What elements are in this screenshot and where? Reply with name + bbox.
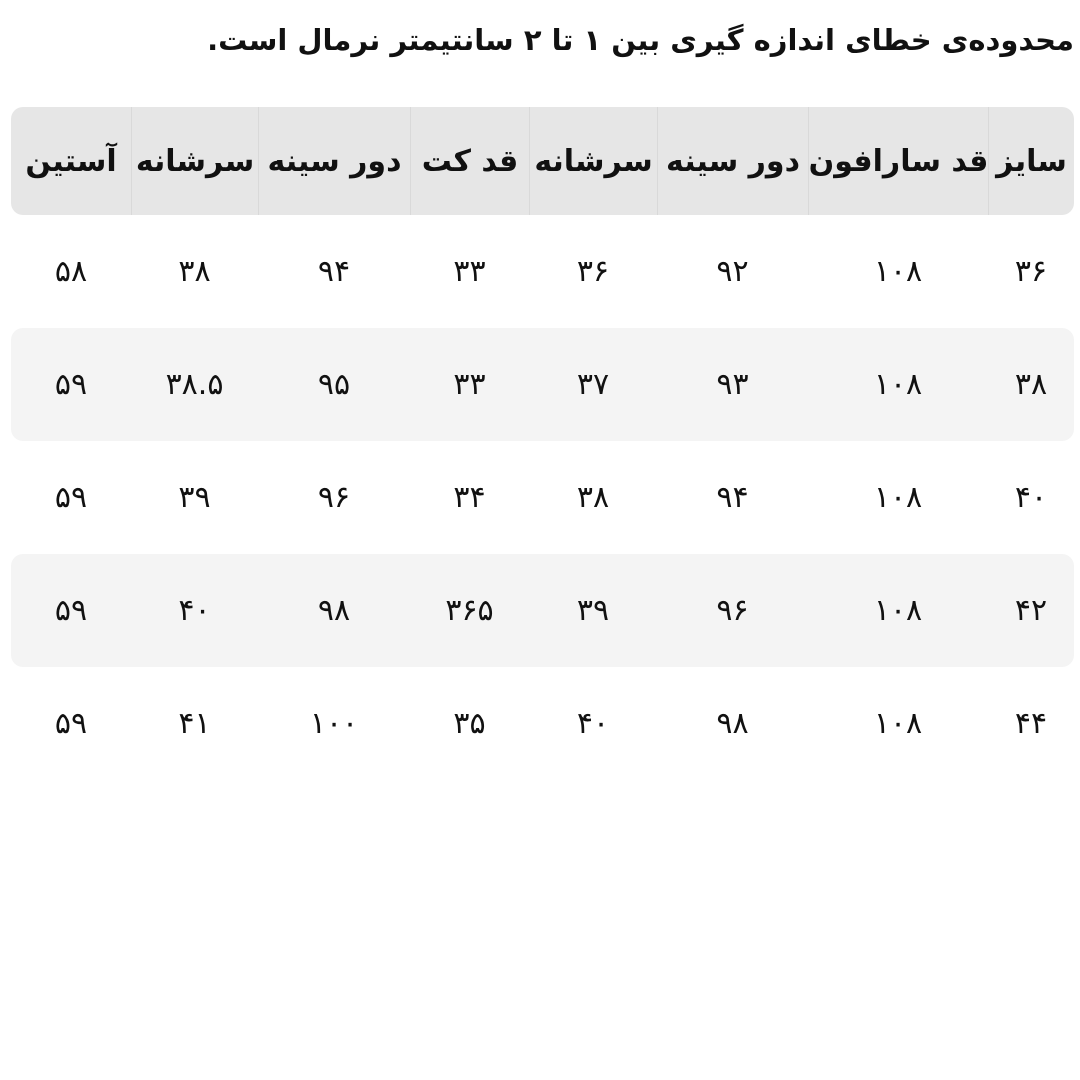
cell-jacket-length: ۳۶۵	[445, 593, 494, 628]
cell-sleeve: ۵۹	[54, 593, 88, 628]
cell-jacket-shoulder: ۴۱	[178, 706, 211, 741]
cell-jacket-shoulder: ۳۸.۵	[165, 367, 224, 402]
cell-jacket-length: ۳۴	[453, 480, 486, 515]
cell-jacket-shoulder: ۴۰	[178, 593, 211, 628]
table-row	[11, 215, 1074, 328]
cell-size: ۴۰	[1014, 480, 1048, 515]
cell-sarafan-length: ۱۰۸	[873, 593, 923, 628]
cell-sarafan-shoulder: ۳۸	[576, 480, 610, 515]
header-jacket-shoulder: سرشانه	[131, 107, 258, 215]
table-row	[11, 554, 1074, 667]
cell-jacket-chest: ۹۶	[317, 480, 351, 515]
cell-sarafan-shoulder: ۳۶	[576, 254, 610, 289]
cell-sarafan-shoulder: ۳۷	[576, 367, 610, 402]
cell-jacket-chest: ۱۰۰	[309, 706, 359, 741]
table-header-row	[11, 107, 1074, 215]
cell-sarafan-length: ۱۰۸	[873, 254, 923, 289]
header-jacket-length: قد کت	[410, 107, 529, 215]
table-row	[11, 441, 1074, 554]
cell-sarafan-chest: ۹۳	[716, 367, 749, 402]
header-sarafan-length: قد سارافون	[808, 107, 988, 215]
cell-sleeve: ۵۹	[54, 367, 88, 402]
cell-jacket-chest: ۹۴	[317, 254, 351, 289]
cell-sarafan-chest: ۹۸	[716, 706, 749, 741]
header-jacket-chest: دور سینه	[258, 107, 410, 215]
cell-jacket-length: ۳۳	[453, 367, 486, 402]
cell-size: ۳۸	[1014, 367, 1048, 402]
table-row	[11, 667, 1074, 780]
header-sarafan-chest: دور سینه	[657, 107, 808, 215]
cell-sarafan-chest: ۹۴	[716, 480, 749, 515]
cell-jacket-length: ۳۳	[453, 254, 486, 289]
cell-jacket-length: ۳۵	[453, 706, 486, 741]
cell-sleeve: ۵۹	[54, 706, 88, 741]
cell-sleeve: ۵۸	[54, 254, 88, 289]
header-sleeve: آستین	[25, 143, 117, 179]
measurement-error-note: محدوده‌ی خطای اندازه گیری بین ۱ تا ۲ سانتیمتر نرمال است.	[207, 23, 1074, 57]
table-row	[11, 328, 1074, 441]
cell-size: ۳۶	[1014, 254, 1048, 289]
cell-sarafan-shoulder: ۴۰	[576, 706, 610, 741]
cell-size: ۴۲	[1014, 593, 1048, 628]
header-size: سایز	[988, 107, 1074, 215]
cell-jacket-shoulder: ۳۹	[178, 480, 211, 515]
cell-sarafan-length: ۱۰۸	[873, 480, 923, 515]
header-sarafan-shoulder: سرشانه	[529, 107, 657, 215]
cell-jacket-shoulder: ۳۸	[178, 254, 211, 289]
cell-sarafan-chest: ۹۶	[716, 593, 749, 628]
cell-size: ۴۴	[1014, 706, 1048, 741]
cell-sarafan-length: ۱۰۸	[873, 367, 923, 402]
cell-sarafan-chest: ۹۲	[716, 254, 749, 289]
cell-sleeve: ۵۹	[54, 480, 88, 515]
size-table	[11, 107, 1074, 780]
cell-sarafan-shoulder: ۳۹	[576, 593, 610, 628]
cell-sarafan-length: ۱۰۸	[873, 706, 923, 741]
cell-jacket-chest: ۹۸	[317, 593, 351, 628]
cell-jacket-chest: ۹۵	[317, 367, 351, 402]
